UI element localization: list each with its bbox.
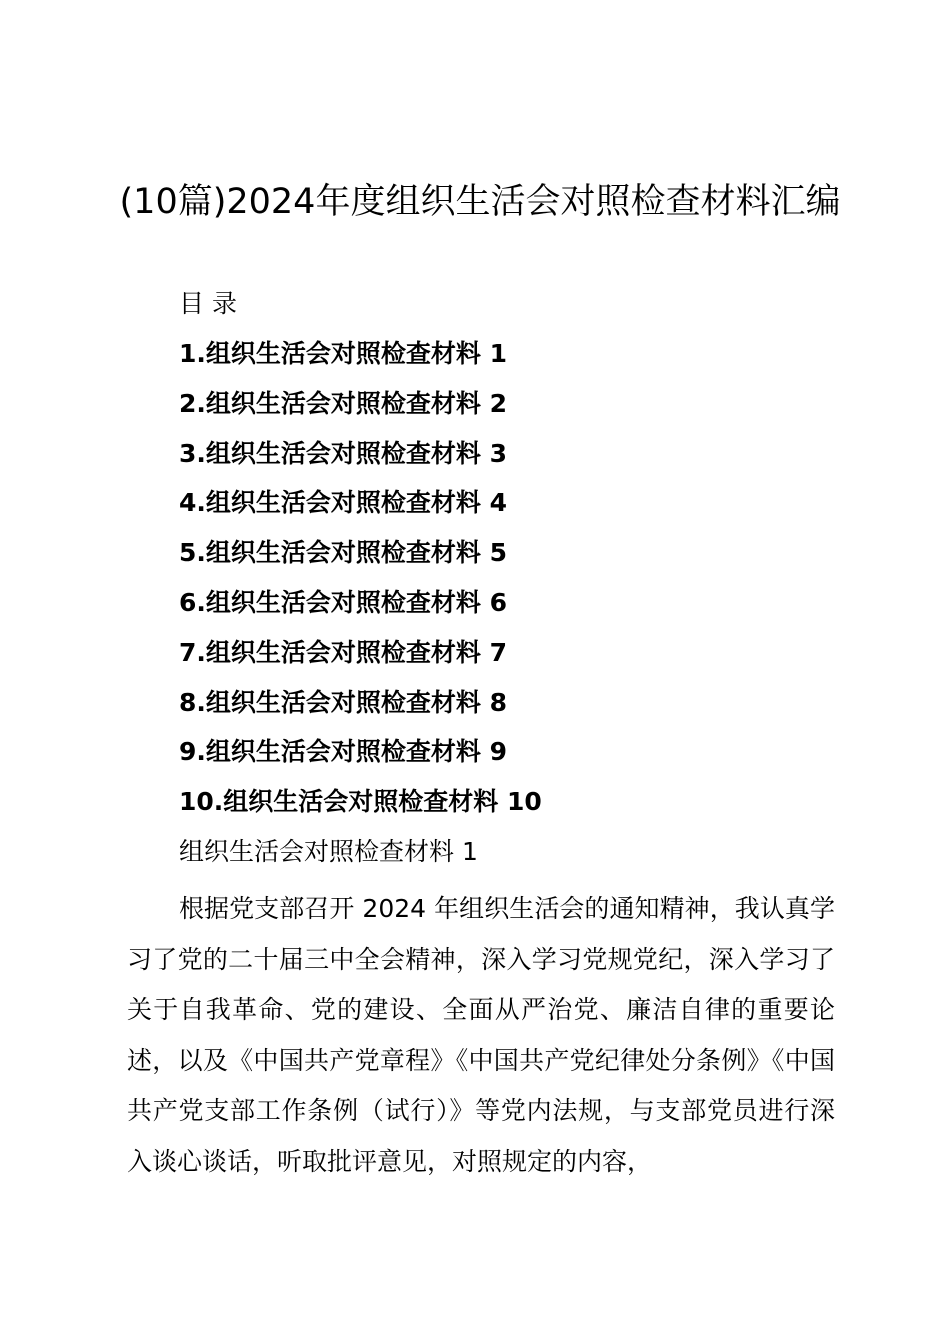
toc-item-9[interactable]: 9.组织生活会对照检查材料 9: [179, 737, 507, 767]
toc-item-6[interactable]: 6.组织生活会对照检查材料 6: [179, 587, 507, 617]
toc-item-1[interactable]: 1.组织生活会对照检查材料 1: [179, 339, 507, 368]
toc-item-2[interactable]: 2.组织生活会对照检查材料 2: [179, 388, 507, 418]
toc-item-4[interactable]: 4.组织生活会对照检查材料 4: [179, 488, 507, 518]
toc-item-3[interactable]: 3.组织生活会对照检查材料 3: [179, 438, 507, 468]
section-heading: 组织生活会对照检查材料 1: [179, 837, 478, 866]
toc-item-8[interactable]: 8.组织生活会对照检查材料 8: [179, 687, 507, 717]
toc-item-7[interactable]: 7.组织生活会对照检查材料 7: [179, 637, 507, 667]
toc-heading: 目 录: [179, 289, 237, 318]
body-paragraph: 根据党支部召开 2024 年组织生活会的通知精神，我认真学习了党的二十届三中全会精神，深入学习党规党纪，深入学习了关于自我革命、党的建设、全面从严治党、廉洁自律的重要论述，以及《中国共产党章程》《中国共产党纪律处分条例》《中国共产党支部工作条例（试行）》等党内法规，与支部党员进行深入谈心谈话，听取批评意见，对照规定的内容，: [127, 894, 835, 1176]
toc-item-10[interactable]: 10.组织生活会对照检查材料 10: [179, 787, 542, 817]
document-title: (10篇)2024年度组织生活会对照检查材料汇编: [119, 182, 841, 222]
table-of-contents: [179, 337, 542, 835]
toc-item-5[interactable]: 5.组织生活会对照检查材料 5: [179, 538, 507, 568]
